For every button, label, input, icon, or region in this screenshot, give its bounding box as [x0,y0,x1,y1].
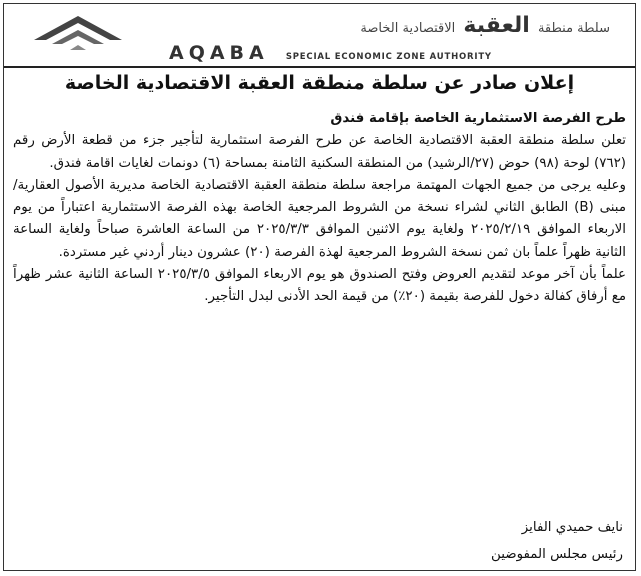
brand-en-name: AQABA [169,42,269,64]
brand-ar-prefix: سلطة منطقة [537,21,610,36]
advertisement-frame [3,3,636,571]
announcement-subject: طرح الفرصة الاستثمارية الخاصة بإقامة فندق [330,111,626,126]
paragraph-deadline: علماً بأن آخر موعد لتقديم العروض وفتح الصندوق هو يوم الاربعاء الموافق ٢٠٢٥/٣/٥ الساعة الثانية عشر ظهراً مع أرفاق كفالة دخول للفرصة بقيمة (٢٠٪) من قيمة الحد الأدنى لبدل التأجير. [13,267,626,305]
brand-en-subtitle: SPECIAL ECONOMIC ZONE AUTHORITY [285,52,492,62]
signatory-name: نايف حميدي الفايز [521,520,623,535]
announcement-body [13,108,626,309]
brand-ar-name: العقبة [463,13,530,38]
brand-name-arabic [360,13,610,38]
aqaba-logo-icon [30,10,140,62]
paragraph-terms: وعليه يرجى من جميع الجهات المهتمة مراجعة سلطة منطقة العقبة الاقتصادية الخاصة مديرية الأصول العقارية/ مبنى (B) الطابق الثاني لشراء نسخة من الشروط المرجعية الخاصة بهذه الفرصة الاستثمارية اعتباراً من يوم الاربعاء الموافق ٢٠٢٥/٢/١٩ ولغاية يوم الاثنين الموافق ٢٠٢٥/٣/٣ من الساعة العاشرة صباحاً ولغاية الساعة الثانية ظهراً علماً بان ثمن نسخة الشروط المرجعية لهذة الفرصة (٢٠) عشرون دينار أردني غير مستردة. [13,177,626,260]
brand-ar-suffix: الاقتصادية الخاصة [360,21,456,36]
brand-name-english [169,42,492,64]
announcement-title: إعلان صادر عن سلطة منطقة العقبة الاقتصادية الخاصة [64,72,575,94]
header [4,4,635,68]
paragraph-opportunity: تعلن سلطة منطقة العقبة الاقتصادية الخاصة عن طرح الفرصة استثمارية لتأجير جزء من قطعة الأرض رقم (٧٦٢) لوحة (٩٨) حوض (٢٧/الرشيد) من المنطقة السكنية الثامنة بمساحة (٦) دونمات لغايات اقامة فندق. [13,133,626,171]
signatory-title: رئيس مجلس المفوضين [491,547,623,562]
